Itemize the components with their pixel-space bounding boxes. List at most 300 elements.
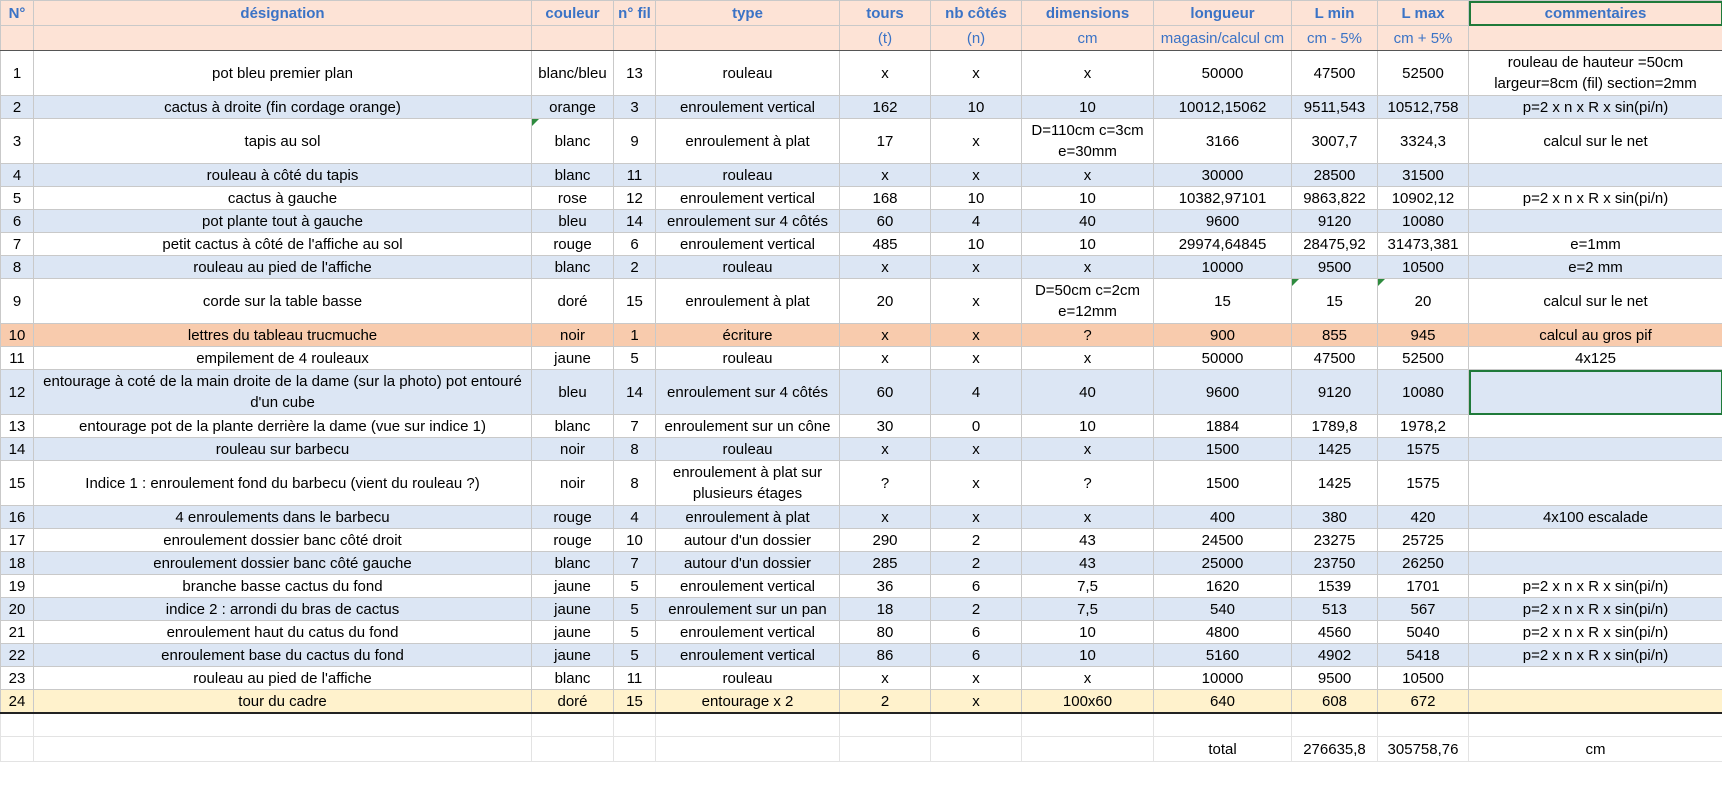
subheader-cell[interactable]: magasin/calcul cm — [1154, 26, 1292, 51]
cell-dimensions[interactable]: ? — [1022, 461, 1154, 506]
empty-cell[interactable] — [34, 713, 532, 737]
cell-type[interactable]: autour d'un dossier — [656, 552, 840, 575]
cell-cotes[interactable]: x — [931, 506, 1022, 529]
cell-couleur[interactable]: noir — [532, 461, 614, 506]
cell-dimensions[interactable]: x — [1022, 347, 1154, 370]
cell-n[interactable]: 3 — [1, 119, 34, 164]
cell-tours[interactable]: 18 — [840, 598, 931, 621]
cell-lmax[interactable]: 10080 — [1378, 210, 1469, 233]
cell-designation[interactable]: cactus à gauche — [34, 187, 532, 210]
cell-lmin[interactable]: 28500 — [1292, 164, 1378, 187]
cell-lmin[interactable]: 1425 — [1292, 438, 1378, 461]
cell-commentaires[interactable]: calcul sur le net — [1469, 119, 1722, 164]
cell-couleur[interactable]: orange — [532, 96, 614, 119]
cell-lmin[interactable]: 23750 — [1292, 552, 1378, 575]
cell-type[interactable]: enroulement vertical — [656, 96, 840, 119]
cell-n[interactable]: 7 — [1, 233, 34, 256]
cell-lmax[interactable]: 672 — [1378, 690, 1469, 714]
cell-type[interactable]: enroulement sur un pan — [656, 598, 840, 621]
cell-dimensions[interactable]: x — [1022, 506, 1154, 529]
subheader-cell[interactable] — [614, 26, 656, 51]
cell-lmax[interactable]: 1978,2 — [1378, 415, 1469, 438]
cell-n[interactable]: 22 — [1, 644, 34, 667]
cell-longueur[interactable]: 9600 — [1154, 370, 1292, 415]
cell-designation[interactable]: rouleau à côté du tapis — [34, 164, 532, 187]
subheader-cell[interactable] — [1469, 26, 1722, 51]
empty-cell[interactable] — [1022, 737, 1154, 762]
cell-designation[interactable]: branche basse cactus du fond — [34, 575, 532, 598]
cell-lmin[interactable]: 1789,8 — [1292, 415, 1378, 438]
cell-cotes[interactable]: 10 — [931, 187, 1022, 210]
total-lmin[interactable]: 276635,8 — [1292, 737, 1378, 762]
cell-commentaires[interactable]: p=2 x n x R x sin(pi/n) — [1469, 575, 1722, 598]
cell-lmin[interactable]: 47500 — [1292, 51, 1378, 96]
total-label[interactable]: total — [1154, 737, 1292, 762]
cell-couleur[interactable]: bleu — [532, 370, 614, 415]
cell-cotes[interactable]: 6 — [931, 575, 1022, 598]
cell-type[interactable]: écriture — [656, 324, 840, 347]
cell-fil[interactable]: 11 — [614, 164, 656, 187]
cell-lmax[interactable]: 20 — [1378, 279, 1469, 324]
empty-cell[interactable] — [656, 713, 840, 737]
cell-longueur[interactable]: 1620 — [1154, 575, 1292, 598]
cell-commentaires[interactable] — [1469, 210, 1722, 233]
cell-n[interactable]: 11 — [1, 347, 34, 370]
cell-designation[interactable]: indice 2 : arrondi du bras de cactus — [34, 598, 532, 621]
empty-cell[interactable] — [614, 737, 656, 762]
cell-fil[interactable]: 12 — [614, 187, 656, 210]
cell-fil[interactable]: 14 — [614, 210, 656, 233]
cell-tours[interactable]: 80 — [840, 621, 931, 644]
cell-n[interactable]: 1 — [1, 51, 34, 96]
subheader-cell[interactable]: cm + 5% — [1378, 26, 1469, 51]
cell-type[interactable]: rouleau — [656, 256, 840, 279]
cell-designation[interactable]: empilement de 4 rouleaux — [34, 347, 532, 370]
cell-designation[interactable]: Indice 1 : enroulement fond du barbecu (vient du rouleau ?) — [34, 461, 532, 506]
cell-lmax[interactable]: 420 — [1378, 506, 1469, 529]
cell-n[interactable]: 13 — [1, 415, 34, 438]
cell-lmin[interactable]: 4902 — [1292, 644, 1378, 667]
cell-dimensions[interactable]: 43 — [1022, 552, 1154, 575]
cell-commentaires[interactable]: p=2 x n x R x sin(pi/n) — [1469, 598, 1722, 621]
cell-fil[interactable]: 5 — [614, 598, 656, 621]
cell-type[interactable]: enroulement vertical — [656, 621, 840, 644]
cell-cotes[interactable]: x — [931, 279, 1022, 324]
cell-n[interactable]: 12 — [1, 370, 34, 415]
cell-cotes[interactable]: x — [931, 324, 1022, 347]
cell-designation[interactable]: petit cactus à côté de l'affiche au sol — [34, 233, 532, 256]
cell-type[interactable]: enroulement vertical — [656, 644, 840, 667]
header-cell-couleur[interactable]: couleur — [532, 1, 614, 26]
subheader-cell[interactable]: (t) — [840, 26, 931, 51]
cell-n[interactable]: 15 — [1, 461, 34, 506]
cell-lmin[interactable]: 9500 — [1292, 667, 1378, 690]
header-cell-dimensions[interactable]: dimensions — [1022, 1, 1154, 26]
cell-commentaires[interactable] — [1469, 164, 1722, 187]
cell-couleur[interactable]: jaune — [532, 621, 614, 644]
cell-longueur[interactable]: 4800 — [1154, 621, 1292, 644]
cell-dimensions[interactable]: x — [1022, 51, 1154, 96]
cell-commentaires[interactable] — [1469, 438, 1722, 461]
cell-fil[interactable]: 3 — [614, 96, 656, 119]
cell-fil[interactable]: 5 — [614, 621, 656, 644]
cell-couleur[interactable]: blanc/bleu — [532, 51, 614, 96]
empty-cell[interactable] — [840, 713, 931, 737]
cell-type[interactable]: enroulement à plat sur plusieurs étages — [656, 461, 840, 506]
cell-longueur[interactable]: 1884 — [1154, 415, 1292, 438]
cell-longueur[interactable]: 10382,97101 — [1154, 187, 1292, 210]
cell-dimensions[interactable]: 43 — [1022, 529, 1154, 552]
cell-n[interactable]: 21 — [1, 621, 34, 644]
cell-longueur[interactable]: 900 — [1154, 324, 1292, 347]
cell-n[interactable]: 9 — [1, 279, 34, 324]
cell-fil[interactable]: 1 — [614, 324, 656, 347]
cell-fil[interactable]: 14 — [614, 370, 656, 415]
cell-cotes[interactable]: x — [931, 461, 1022, 506]
cell-lmax[interactable]: 10512,758 — [1378, 96, 1469, 119]
cell-dimensions[interactable]: 10 — [1022, 233, 1154, 256]
cell-commentaires[interactable] — [1469, 370, 1722, 415]
cell-cotes[interactable]: x — [931, 667, 1022, 690]
cell-longueur[interactable]: 3166 — [1154, 119, 1292, 164]
cell-dimensions[interactable]: ? — [1022, 324, 1154, 347]
cell-lmin[interactable]: 1539 — [1292, 575, 1378, 598]
cell-dimensions[interactable]: 40 — [1022, 370, 1154, 415]
cell-cotes[interactable]: 10 — [931, 233, 1022, 256]
cell-designation[interactable]: rouleau sur barbecu — [34, 438, 532, 461]
subheader-cell[interactable] — [656, 26, 840, 51]
cell-cotes[interactable]: x — [931, 119, 1022, 164]
cell-designation[interactable]: 4 enroulements dans le barbecu — [34, 506, 532, 529]
cell-n[interactable]: 8 — [1, 256, 34, 279]
cell-lmin[interactable]: 9863,822 — [1292, 187, 1378, 210]
cell-lmin[interactable]: 4560 — [1292, 621, 1378, 644]
cell-longueur[interactable]: 15 — [1154, 279, 1292, 324]
subheader-cell[interactable] — [1, 26, 34, 51]
cell-tours[interactable]: x — [840, 667, 931, 690]
cell-tours[interactable]: 60 — [840, 210, 931, 233]
cell-fil[interactable]: 4 — [614, 506, 656, 529]
cell-type[interactable]: enroulement à plat — [656, 506, 840, 529]
cell-lmax[interactable]: 945 — [1378, 324, 1469, 347]
cell-n[interactable]: 16 — [1, 506, 34, 529]
cell-dimensions[interactable]: 7,5 — [1022, 575, 1154, 598]
empty-cell[interactable] — [1469, 713, 1722, 737]
cell-couleur[interactable]: rouge — [532, 529, 614, 552]
cell-lmax[interactable]: 26250 — [1378, 552, 1469, 575]
cell-commentaires[interactable]: e=2 mm — [1469, 256, 1722, 279]
cell-tours[interactable]: 168 — [840, 187, 931, 210]
cell-type[interactable]: enroulement à plat — [656, 279, 840, 324]
cell-commentaires[interactable] — [1469, 529, 1722, 552]
header-cell-fil[interactable]: n° fil — [614, 1, 656, 26]
cell-longueur[interactable]: 10000 — [1154, 256, 1292, 279]
cell-type[interactable]: rouleau — [656, 667, 840, 690]
cell-n[interactable]: 18 — [1, 552, 34, 575]
cell-n[interactable]: 19 — [1, 575, 34, 598]
cell-tours[interactable]: x — [840, 164, 931, 187]
cell-couleur[interactable]: rose — [532, 187, 614, 210]
cell-tours[interactable]: x — [840, 256, 931, 279]
cell-lmax[interactable]: 10080 — [1378, 370, 1469, 415]
cell-longueur[interactable]: 30000 — [1154, 164, 1292, 187]
cell-lmax[interactable]: 5040 — [1378, 621, 1469, 644]
cell-n[interactable]: 23 — [1, 667, 34, 690]
total-lmax[interactable]: 305758,76 — [1378, 737, 1469, 762]
cell-lmax[interactable]: 1575 — [1378, 461, 1469, 506]
cell-lmin[interactable]: 9120 — [1292, 210, 1378, 233]
empty-cell[interactable] — [840, 737, 931, 762]
cell-lmax[interactable]: 52500 — [1378, 51, 1469, 96]
cell-dimensions[interactable]: 40 — [1022, 210, 1154, 233]
cell-designation[interactable]: enroulement haut du catus du fond — [34, 621, 532, 644]
cell-cotes[interactable]: x — [931, 51, 1022, 96]
cell-longueur[interactable]: 50000 — [1154, 51, 1292, 96]
cell-n[interactable]: 5 — [1, 187, 34, 210]
cell-cotes[interactable]: x — [931, 438, 1022, 461]
cell-tours[interactable]: x — [840, 51, 931, 96]
cell-longueur[interactable]: 50000 — [1154, 347, 1292, 370]
cell-n[interactable]: 20 — [1, 598, 34, 621]
cell-n[interactable]: 14 — [1, 438, 34, 461]
cell-lmax[interactable]: 567 — [1378, 598, 1469, 621]
cell-type[interactable]: entourage x 2 — [656, 690, 840, 714]
cell-commentaires[interactable]: 4x125 — [1469, 347, 1722, 370]
cell-type[interactable]: autour d'un dossier — [656, 529, 840, 552]
cell-tours[interactable]: 36 — [840, 575, 931, 598]
header-cell-lmax[interactable]: L max — [1378, 1, 1469, 26]
cell-lmin[interactable]: 9500 — [1292, 256, 1378, 279]
cell-couleur[interactable]: rouge — [532, 506, 614, 529]
cell-designation[interactable]: lettres du tableau trucmuche — [34, 324, 532, 347]
cell-designation[interactable]: corde sur la table basse — [34, 279, 532, 324]
cell-n[interactable]: 6 — [1, 210, 34, 233]
cell-cotes[interactable]: 4 — [931, 370, 1022, 415]
empty-cell[interactable] — [1022, 713, 1154, 737]
cell-n[interactable]: 2 — [1, 96, 34, 119]
cell-longueur[interactable]: 10000 — [1154, 667, 1292, 690]
cell-fil[interactable]: 7 — [614, 552, 656, 575]
subheader-cell[interactable]: cm - 5% — [1292, 26, 1378, 51]
cell-lmin[interactable]: 9120 — [1292, 370, 1378, 415]
cell-fil[interactable]: 5 — [614, 575, 656, 598]
cell-lmax[interactable]: 25725 — [1378, 529, 1469, 552]
cell-tours[interactable]: 17 — [840, 119, 931, 164]
cell-n[interactable]: 10 — [1, 324, 34, 347]
cell-lmax[interactable]: 10500 — [1378, 667, 1469, 690]
cell-longueur[interactable]: 540 — [1154, 598, 1292, 621]
cell-type[interactable]: enroulement sur 4 côtés — [656, 210, 840, 233]
cell-longueur[interactable]: 10012,15062 — [1154, 96, 1292, 119]
empty-cell[interactable] — [1292, 713, 1378, 737]
cell-dimensions[interactable]: 10 — [1022, 96, 1154, 119]
cell-designation[interactable]: pot bleu premier plan — [34, 51, 532, 96]
cell-dimensions[interactable]: x — [1022, 438, 1154, 461]
cell-dimensions[interactable]: 7,5 — [1022, 598, 1154, 621]
header-cell-longueur[interactable]: longueur — [1154, 1, 1292, 26]
cell-longueur[interactable]: 29974,64845 — [1154, 233, 1292, 256]
empty-cell[interactable] — [532, 713, 614, 737]
cell-tours[interactable]: 30 — [840, 415, 931, 438]
cell-type[interactable]: rouleau — [656, 51, 840, 96]
cell-designation[interactable]: enroulement dossier banc côté droit — [34, 529, 532, 552]
cell-couleur[interactable]: bleu — [532, 210, 614, 233]
cell-commentaires[interactable]: p=2 x n x R x sin(pi/n) — [1469, 187, 1722, 210]
cell-couleur[interactable]: doré — [532, 690, 614, 714]
cell-fil[interactable]: 6 — [614, 233, 656, 256]
cell-type[interactable]: rouleau — [656, 438, 840, 461]
cell-type[interactable]: enroulement vertical — [656, 187, 840, 210]
cell-designation[interactable]: cactus à droite (fin cordage orange) — [34, 96, 532, 119]
cell-tours[interactable]: 285 — [840, 552, 931, 575]
cell-lmax[interactable]: 10902,12 — [1378, 187, 1469, 210]
cell-cotes[interactable]: 6 — [931, 644, 1022, 667]
cell-couleur[interactable]: blanc — [532, 256, 614, 279]
cell-dimensions[interactable]: 100x60 — [1022, 690, 1154, 714]
cell-couleur[interactable]: blanc — [532, 552, 614, 575]
cell-lmin[interactable]: 3007,7 — [1292, 119, 1378, 164]
empty-cell[interactable] — [614, 713, 656, 737]
subheader-cell[interactable]: cm — [1022, 26, 1154, 51]
cell-lmax[interactable]: 31473,381 — [1378, 233, 1469, 256]
cell-tours[interactable]: x — [840, 347, 931, 370]
cell-commentaires[interactable]: p=2 x n x R x sin(pi/n) — [1469, 644, 1722, 667]
cell-designation[interactable]: pot plante tout à gauche — [34, 210, 532, 233]
cell-lmin[interactable]: 1425 — [1292, 461, 1378, 506]
cell-cotes[interactable]: x — [931, 690, 1022, 714]
empty-cell[interactable] — [931, 713, 1022, 737]
cell-fil[interactable]: 5 — [614, 644, 656, 667]
empty-cell[interactable] — [34, 737, 532, 762]
cell-cotes[interactable]: x — [931, 164, 1022, 187]
empty-cell[interactable] — [1, 713, 34, 737]
cell-cotes[interactable]: 2 — [931, 552, 1022, 575]
subheader-cell[interactable] — [34, 26, 532, 51]
cell-longueur[interactable]: 5160 — [1154, 644, 1292, 667]
cell-tours[interactable]: x — [840, 324, 931, 347]
cell-n[interactable]: 24 — [1, 690, 34, 714]
cell-lmax[interactable]: 52500 — [1378, 347, 1469, 370]
cell-longueur[interactable]: 24500 — [1154, 529, 1292, 552]
cell-n[interactable]: 17 — [1, 529, 34, 552]
subheader-cell[interactable]: (n) — [931, 26, 1022, 51]
cell-couleur[interactable]: noir — [532, 324, 614, 347]
cell-longueur[interactable]: 640 — [1154, 690, 1292, 714]
header-cell-type[interactable]: type — [656, 1, 840, 26]
cell-designation[interactable]: rouleau au pied de l'affiche — [34, 256, 532, 279]
cell-longueur[interactable]: 400 — [1154, 506, 1292, 529]
cell-tours[interactable]: 2 — [840, 690, 931, 714]
cell-fil[interactable]: 15 — [614, 690, 656, 714]
cell-commentaires[interactable] — [1469, 415, 1722, 438]
cell-fil[interactable]: 7 — [614, 415, 656, 438]
cell-commentaires[interactable]: rouleau de hauteur =50cm largeur=8cm (fil) section=2mm — [1469, 51, 1722, 96]
cell-cotes[interactable]: 2 — [931, 598, 1022, 621]
empty-cell[interactable] — [1378, 713, 1469, 737]
empty-cell[interactable] — [1154, 713, 1292, 737]
cell-cotes[interactable]: 4 — [931, 210, 1022, 233]
cell-commentaires[interactable] — [1469, 552, 1722, 575]
header-cell-designation[interactable]: désignation — [34, 1, 532, 26]
cell-dimensions[interactable]: 10 — [1022, 621, 1154, 644]
cell-tours[interactable]: x — [840, 506, 931, 529]
empty-cell[interactable] — [532, 737, 614, 762]
cell-dimensions[interactable]: x — [1022, 667, 1154, 690]
cell-cotes[interactable]: x — [931, 347, 1022, 370]
cell-dimensions[interactable]: x — [1022, 164, 1154, 187]
cell-lmin[interactable]: 15 — [1292, 279, 1378, 324]
header-cell-cotes[interactable]: nb côtés — [931, 1, 1022, 26]
cell-couleur[interactable]: jaune — [532, 598, 614, 621]
cell-commentaires[interactable] — [1469, 690, 1722, 714]
cell-fil[interactable]: 15 — [614, 279, 656, 324]
cell-designation[interactable]: enroulement dossier banc côté gauche — [34, 552, 532, 575]
cell-lmax[interactable]: 31500 — [1378, 164, 1469, 187]
empty-cell[interactable] — [931, 737, 1022, 762]
cell-longueur[interactable]: 1500 — [1154, 438, 1292, 461]
cell-fil[interactable]: 11 — [614, 667, 656, 690]
cell-cotes[interactable]: 6 — [931, 621, 1022, 644]
cell-lmax[interactable]: 1701 — [1378, 575, 1469, 598]
cell-tours[interactable]: 86 — [840, 644, 931, 667]
cell-couleur[interactable]: blanc — [532, 415, 614, 438]
cell-couleur[interactable]: blanc — [532, 667, 614, 690]
subheader-cell[interactable] — [532, 26, 614, 51]
cell-cotes[interactable]: 0 — [931, 415, 1022, 438]
cell-lmin[interactable]: 608 — [1292, 690, 1378, 714]
cell-fil[interactable]: 8 — [614, 438, 656, 461]
cell-tours[interactable]: ? — [840, 461, 931, 506]
cell-tours[interactable]: 162 — [840, 96, 931, 119]
cell-cotes[interactable]: x — [931, 256, 1022, 279]
cell-lmin[interactable]: 513 — [1292, 598, 1378, 621]
cell-commentaires[interactable]: p=2 x n x R x sin(pi/n) — [1469, 621, 1722, 644]
cell-dimensions[interactable]: 10 — [1022, 187, 1154, 210]
cell-tours[interactable]: 290 — [840, 529, 931, 552]
cell-longueur[interactable]: 9600 — [1154, 210, 1292, 233]
cell-lmin[interactable]: 9511,543 — [1292, 96, 1378, 119]
cell-designation[interactable]: rouleau au pied de l'affiche — [34, 667, 532, 690]
cell-couleur[interactable]: jaune — [532, 575, 614, 598]
cell-fil[interactable]: 9 — [614, 119, 656, 164]
cell-longueur[interactable]: 1500 — [1154, 461, 1292, 506]
cell-couleur[interactable]: jaune — [532, 644, 614, 667]
cell-tours[interactable]: 20 — [840, 279, 931, 324]
cell-cotes[interactable]: 2 — [931, 529, 1022, 552]
cell-couleur[interactable]: jaune — [532, 347, 614, 370]
cell-dimensions[interactable]: D=110cm c=3cm e=30mm — [1022, 119, 1154, 164]
cell-couleur[interactable]: blanc — [532, 119, 614, 164]
cell-lmax[interactable]: 5418 — [1378, 644, 1469, 667]
cell-dimensions[interactable]: 10 — [1022, 644, 1154, 667]
cell-type[interactable]: rouleau — [656, 347, 840, 370]
cell-lmax[interactable]: 1575 — [1378, 438, 1469, 461]
cell-dimensions[interactable]: 10 — [1022, 415, 1154, 438]
cell-type[interactable]: enroulement à plat — [656, 119, 840, 164]
cell-lmax[interactable]: 3324,3 — [1378, 119, 1469, 164]
cell-dimensions[interactable]: D=50cm c=2cm e=12mm — [1022, 279, 1154, 324]
cell-lmin[interactable]: 47500 — [1292, 347, 1378, 370]
cell-commentaires[interactable]: 4x100 escalade — [1469, 506, 1722, 529]
cell-tours[interactable]: 60 — [840, 370, 931, 415]
cell-designation[interactable]: entourage pot de la plante derrière la dame (vue sur indice 1) — [34, 415, 532, 438]
cell-designation[interactable]: tour du cadre — [34, 690, 532, 714]
cell-fil[interactable]: 13 — [614, 51, 656, 96]
cell-tours[interactable]: 485 — [840, 233, 931, 256]
cell-type[interactable]: enroulement sur 4 côtés — [656, 370, 840, 415]
cell-type[interactable]: rouleau — [656, 164, 840, 187]
empty-cell[interactable] — [656, 737, 840, 762]
